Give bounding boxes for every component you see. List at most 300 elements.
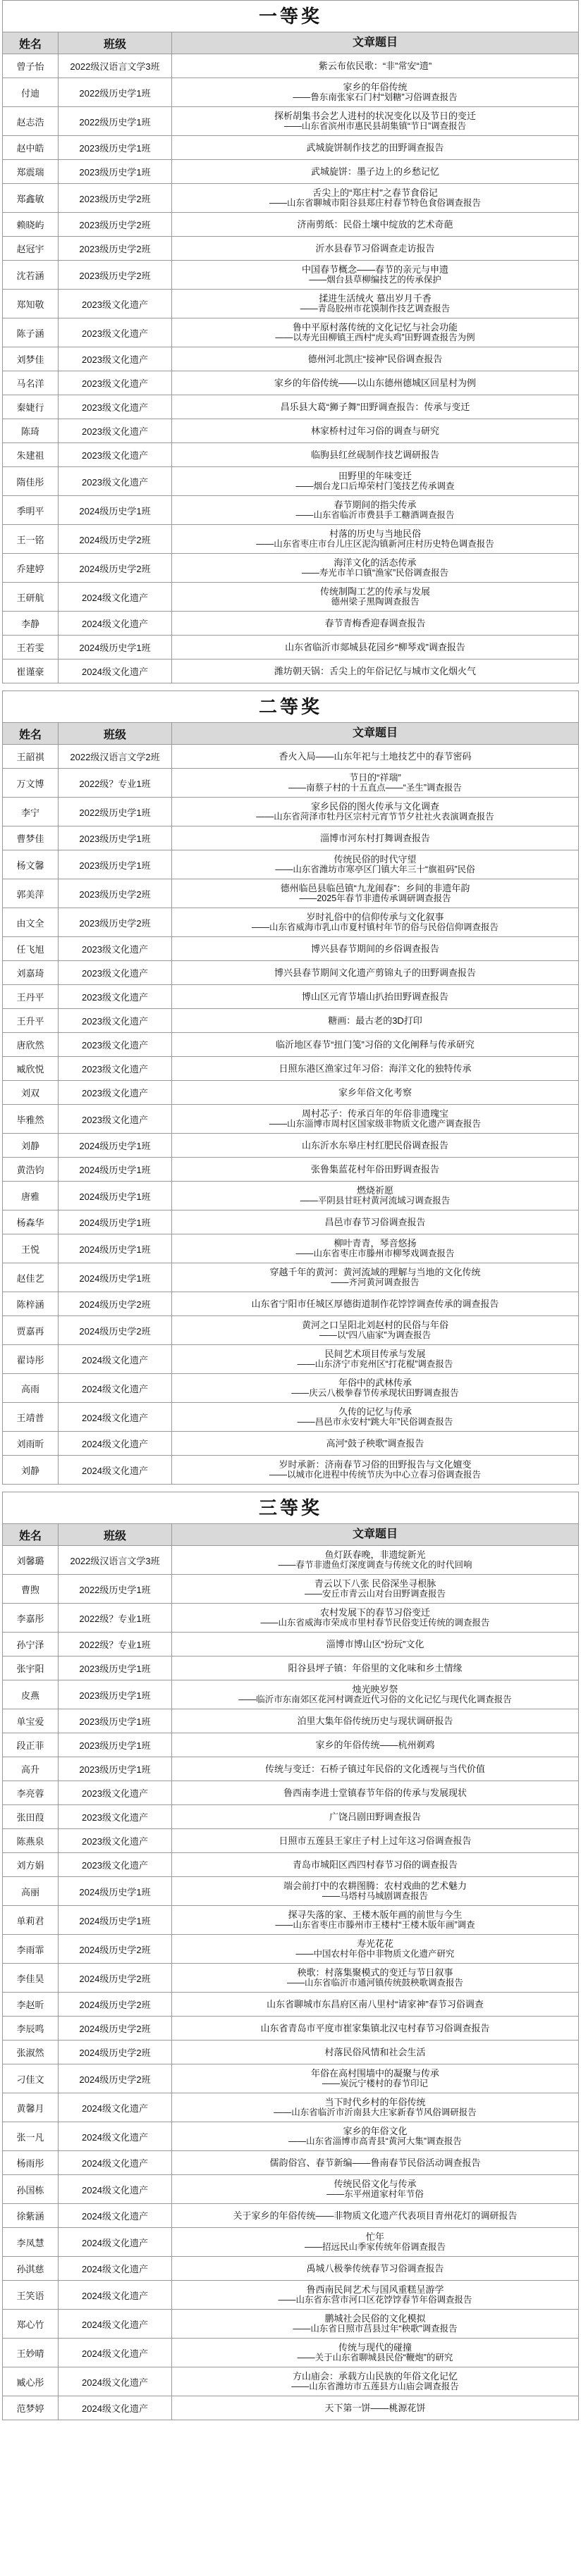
- article-title: [172, 1709, 578, 1733]
- student-name: 杨雨彤: [3, 2151, 59, 2174]
- student-name: 王悦: [3, 1234, 59, 1263]
- article-title-line: 鲁中平原村落传统的文化记忆与社会功能: [292, 322, 458, 333]
- table-row: [2, 1852, 579, 1876]
- student-class: 2022级汉语言文学2班: [59, 745, 172, 768]
- table-row: [2, 1680, 579, 1709]
- student-name: 翟诗彤: [3, 1345, 59, 1373]
- article-title: [172, 1432, 578, 1455]
- article-title-line: 广饶吕剧田野调查报告: [329, 1811, 421, 1822]
- article-title-line: 村落的历史与当地民俗: [329, 528, 421, 539]
- article-title: [172, 419, 578, 442]
- article-title-line: 昌邑市春节习俗调查报告: [324, 1216, 426, 1227]
- table-row: [2, 1056, 579, 1080]
- article-title: [172, 908, 578, 936]
- article-title-line: 揉进生活绒火 慕出岁月千香: [319, 293, 432, 304]
- student-class: 2024级历史学2班: [59, 525, 172, 553]
- student-class: 2024级历史学2班: [59, 1316, 172, 1344]
- table-row: [2, 2093, 579, 2122]
- article-title: [172, 1105, 578, 1133]
- student-class: 2023级文化遗产: [59, 290, 172, 318]
- article-title-line: 传统民俗的时代守望: [334, 854, 417, 865]
- header-title: 文章题目: [352, 727, 398, 739]
- table-row: [2, 1757, 579, 1781]
- article-title: [172, 769, 578, 797]
- student-class: 2023级历史学2班: [59, 261, 172, 289]
- student-name: 赵中皓: [3, 136, 59, 159]
- student-class: 2022级历史学1班: [59, 78, 172, 106]
- student-name: 秦婕行: [3, 395, 59, 419]
- header-title: 文章题目: [352, 37, 398, 49]
- header-class: 班级: [59, 723, 172, 744]
- table-row: [2, 2040, 579, 2064]
- article-title: [172, 961, 578, 984]
- student-class: 2023级历史学2班: [59, 184, 172, 212]
- student-name: 郑知敬: [3, 290, 59, 318]
- student-name: 李静: [3, 612, 59, 635]
- table-row: [2, 1373, 579, 1402]
- table-row: [2, 1574, 579, 1603]
- article-title-line: 柳叶青青，琴音悠扬: [334, 1238, 417, 1249]
- article-title-line: ——东平州道家村年节俗: [326, 2189, 424, 2199]
- student-name: 毕雅然: [3, 1105, 59, 1133]
- article-title: [172, 826, 578, 850]
- article-title: [172, 1134, 578, 1157]
- article-title: [172, 2151, 578, 2174]
- student-class: 2024级历史学2班: [59, 2064, 172, 2093]
- article-title-line: 燃烧祈愿: [356, 1185, 393, 1196]
- student-class: 2023级文化遗产: [59, 1781, 172, 1804]
- table-row: [2, 984, 579, 1008]
- student-class: 2024级文化遗产: [59, 583, 172, 611]
- article-title-line: ——山东省临沂市沂南县大庄家新春节风俗调研报告: [274, 2107, 477, 2117]
- article-title-line: 寿光花花: [356, 1938, 393, 1949]
- article-title-line: ——山东省枣庄市滕州市王楼村“王楼木版年画”调查: [275, 1920, 475, 1930]
- student-class: 2024级历史学2班: [59, 1993, 172, 2016]
- student-name: 唐欣然: [3, 1033, 59, 1056]
- table-row: [2, 1080, 579, 1104]
- article-title: [172, 879, 578, 908]
- table-row: [2, 1008, 579, 1032]
- student-class: 2023级文化遗产: [59, 961, 172, 984]
- student-name: 单宝爱: [3, 1709, 59, 1733]
- article-title-line: 武城旋饼：墨子边上的乡愁记忆: [310, 166, 439, 177]
- student-class: 2023级历史学1班: [59, 160, 172, 183]
- table-row: [2, 78, 579, 106]
- table-row: [2, 826, 579, 850]
- article-title-line: 家乡民俗的图火传承与文化调查: [310, 801, 439, 812]
- student-name: 臧心彤: [3, 2367, 59, 2396]
- article-title-line: 山东省青岛市平度市崔家集镇北汉屯村春节习俗调查报告: [260, 2022, 490, 2033]
- article-title-line: 青岛市城阳区西四村春节习俗的调查报告: [292, 1859, 458, 1870]
- student-name: 李辰鸣: [3, 2017, 59, 2040]
- student-name: 刘双: [3, 1081, 59, 1104]
- article-title-line: 岁时礼俗中的信仰传承与文化叙事: [306, 912, 444, 922]
- article-title-line: ——山东省潍坊市寒亭区门镇大年三十“旗祖码”民俗: [275, 865, 475, 874]
- student-class: 2023级文化遗产: [59, 347, 172, 371]
- article-title: [172, 1680, 578, 1709]
- header-class: 班级: [59, 1524, 172, 1545]
- article-title: [172, 443, 578, 466]
- table-row: [2, 371, 579, 395]
- table-row: [2, 289, 579, 318]
- article-title-line: ——鲁东南张家石门村“划糖”习俗调查报告: [293, 92, 458, 102]
- article-title-line: ——山东省枣庄市台儿庄区泥沟镇新河庄村历史特色调查报告: [256, 539, 494, 549]
- article-title: [172, 1781, 578, 1804]
- article-title-line: 沂水县春节习俗调查走访报告: [315, 242, 435, 254]
- student-class: 2024级文化遗产: [59, 2281, 172, 2309]
- student-name: 王妙晴: [3, 2339, 59, 2367]
- article-title-line: 临朐县红丝砚制作技艺调研报告: [310, 449, 439, 460]
- student-name: 王研航: [3, 583, 59, 611]
- article-title: [172, 1853, 578, 1876]
- article-title: [172, 371, 578, 395]
- article-title: [172, 184, 578, 212]
- student-class: 2023级文化遗产: [59, 467, 172, 495]
- article-title: [172, 1733, 578, 1757]
- article-title-line: 林家桥村过年习俗的调查与研究: [310, 425, 439, 436]
- student-name: 曾子怡: [3, 54, 59, 78]
- student-name: 单莉君: [3, 1906, 59, 1934]
- article-title-line: 泊里大集年俗传统历史与现状调研报告: [297, 1715, 453, 1726]
- article-title-line: 济南剪纸：民俗土壤中绽放的艺术奇葩: [297, 218, 453, 230]
- section-gap: [2, 683, 579, 691]
- article-title-line: 山东沂水东皋庄村红肥民俗调查报告: [301, 1139, 448, 1151]
- article-title: [172, 1210, 578, 1234]
- article-title-line: 天下第一饼——桃源花饼: [324, 2402, 426, 2413]
- student-name: 孙国栋: [3, 2175, 59, 2203]
- student-class: 2023级历史学1班: [59, 1709, 172, 1733]
- article-title: [172, 54, 578, 78]
- article-title-line: ——昌邑市永安村“跳大年”民俗调查报告: [297, 1417, 453, 1427]
- table-row: [2, 1828, 579, 1852]
- table-row: [2, 1292, 579, 1315]
- student-name: 李宁: [3, 798, 59, 826]
- article-title-line: ——山东省枣庄市滕州市柳琴戏调查报告: [295, 1249, 455, 1258]
- article-title: [172, 745, 578, 768]
- article-title: [172, 1964, 578, 1992]
- article-title: [172, 2281, 578, 2309]
- student-name: 黄馨月: [3, 2093, 59, 2122]
- article-title: [172, 1057, 578, 1080]
- table-row: [2, 395, 579, 419]
- table-row: [2, 2122, 579, 2150]
- table-row: [2, 2338, 579, 2367]
- article-title: [172, 1009, 578, 1032]
- table-row: [2, 1632, 579, 1656]
- article-title: [172, 554, 578, 582]
- table-row: [2, 260, 579, 289]
- article-title-line: 探析胡集书会艺人进村的状况变化以及节日的变迁: [274, 111, 476, 121]
- article-title-line: 日照东港区渔家过年习俗：海洋文化的独特传承: [279, 1063, 472, 1074]
- table-row: [2, 1032, 579, 1056]
- student-name: 李赵昕: [3, 1993, 59, 2016]
- table-header: [2, 32, 579, 54]
- article-title-line: 潍坊朝天锅：舌尖上的年俗记忆与城市文化烟火气: [274, 665, 476, 676]
- article-title-line: ——马塔村马城剧调查报告: [322, 1891, 428, 1901]
- student-name: 高丽: [3, 1877, 59, 1905]
- student-class: 2023级历史学2班: [59, 237, 172, 260]
- article-title: [172, 1604, 578, 1632]
- article-title-line: 传统与现代的碰撞: [338, 2342, 412, 2353]
- student-name: 王一铭: [3, 525, 59, 553]
- student-class: 2023级文化遗产: [59, 1057, 172, 1080]
- article-title-line: 舌尖上的“郑庄村”之春节食俗记: [312, 187, 438, 198]
- article-title-line: 春节期间的指尖传承: [334, 500, 417, 510]
- article-title-line: 昌乐县大葛“狮子舞”田野调查报告：传承与变迁: [280, 401, 470, 412]
- article-title-line: 鹏城社会民俗的文化模拟: [324, 2313, 426, 2324]
- student-name: 臧欣悦: [3, 1057, 59, 1080]
- table-row: [2, 1104, 579, 1133]
- article-title: [172, 2093, 578, 2122]
- article-title: [172, 798, 578, 826]
- student-class: 2024级文化遗产: [59, 1403, 172, 1431]
- table-row: [2, 1804, 579, 1828]
- article-title: [172, 1757, 578, 1781]
- student-name: 任飞旭: [3, 937, 59, 960]
- article-title: [172, 1403, 578, 1431]
- student-name: 李雨霏: [3, 1935, 59, 1963]
- article-title-line: ——山东淄博市周村区国家级非物质文化遗产调查报告: [269, 1119, 481, 1129]
- student-name: 杨文馨: [3, 850, 59, 879]
- student-name: 赵志浩: [3, 107, 59, 135]
- article-title-line: 高河“鼓子秧歌”调查报告: [326, 1437, 424, 1449]
- article-title: [172, 985, 578, 1008]
- student-class: 2024级历史学2班: [59, 1935, 172, 1963]
- article-title-line: 德州梁子黑陶调查报告: [331, 597, 420, 607]
- header-name: 姓名: [3, 32, 59, 54]
- table-row: [2, 318, 579, 347]
- article-title: [172, 1292, 578, 1315]
- article-title: [172, 1877, 578, 1905]
- award-section-title: 三等奖: [2, 1492, 579, 1523]
- table-row: [2, 768, 579, 797]
- table-row: [2, 1344, 579, 1373]
- table-row: [2, 347, 579, 371]
- article-title-line: ——春节非遗鱼灯深度调查与传统文化的时代回响: [278, 1560, 472, 1570]
- table-row: [2, 2256, 579, 2280]
- student-name: 孙宁泽: [3, 1633, 59, 1656]
- student-name: 范梦婷: [3, 2396, 59, 2420]
- article-title: [172, 1345, 578, 1373]
- article-title-line: ——烟台龙口后埠荣村门笺技艺传承调查: [295, 481, 455, 491]
- article-title: [172, 107, 578, 135]
- student-class: 2023级文化遗产: [59, 1829, 172, 1852]
- student-class: 2024级历史学1班: [59, 1158, 172, 1181]
- student-name: 李凤慧: [3, 2228, 59, 2256]
- student-name: 张一凡: [3, 2122, 59, 2150]
- article-title-line: 村落民俗风情和社会生活: [324, 2046, 426, 2057]
- table-row: [2, 1234, 579, 1263]
- table-row: [2, 582, 579, 611]
- table-row: [2, 106, 579, 135]
- student-name: 崔谨豪: [3, 660, 59, 683]
- article-title-line: 家乡年俗文化考察: [338, 1086, 412, 1098]
- article-title: [172, 1263, 578, 1292]
- student-name: 乔建婷: [3, 554, 59, 582]
- article-title-line: ——山东省潍坊市五莲县方山庙会调查报告: [291, 2382, 459, 2391]
- student-class: 2024级历史学1班: [59, 496, 172, 524]
- article-title: [172, 496, 578, 524]
- student-name: 曹煦: [3, 1575, 59, 1603]
- table-header: [2, 1523, 579, 1545]
- article-title-line: 周村芯子：传承百年的年俗非遗瑰宝: [301, 1108, 448, 1119]
- table-row: [2, 1603, 579, 1632]
- table-row: [2, 524, 579, 553]
- article-title-line: 博兴县春节期间文化遗产剪锦丸子的田野调查报告: [274, 967, 476, 978]
- article-title-line: 博山区元宵节墙山扒抬田野调查报告: [301, 991, 448, 1002]
- article-title: [172, 2257, 578, 2280]
- student-name: 黄浩钧: [3, 1158, 59, 1181]
- student-name: 马名洋: [3, 371, 59, 395]
- article-title-line: 禹城八极拳传统春节习俗调查报告: [306, 2262, 444, 2274]
- article-title-line: 淄博市博山区“扮玩”文化: [326, 1638, 424, 1649]
- award-section-title: 二等奖: [2, 691, 579, 722]
- table-row: [2, 850, 579, 879]
- table-row: [2, 1781, 579, 1804]
- student-class: 2024级文化遗产: [59, 660, 172, 683]
- student-class: 2024级历史学1班: [59, 1877, 172, 1905]
- article-title: [172, 1935, 578, 1963]
- student-name: 高雨: [3, 1374, 59, 1402]
- student-class: 2024级历史学2班: [59, 1964, 172, 1992]
- table-row: [2, 611, 579, 635]
- article-title: [172, 2396, 578, 2420]
- article-title-line: ——山东省威海市乳山市夏村镇村年节的俗与民俗信仰调查报告: [251, 922, 499, 932]
- article-title: [172, 1182, 578, 1210]
- article-title: [172, 78, 578, 106]
- student-class: 2022级？专业1班: [59, 1633, 172, 1656]
- student-class: 2022级？专业1班: [59, 769, 172, 797]
- award-section-title: 一等奖: [2, 0, 579, 32]
- article-title-line: 端会前打中的农耕图腾：农村戏曲的艺术魅力: [283, 1881, 467, 1891]
- student-name: 赖晓屿: [3, 213, 59, 236]
- article-title-line: 家乡的年俗文化: [343, 2126, 408, 2136]
- article-title-line: 穿越千年的黄河：黄河流域的理解与当地的文化传统: [269, 1267, 481, 1277]
- student-name: 张淑然: [3, 2041, 59, 2064]
- student-name: 季明平: [3, 496, 59, 524]
- table-row: [2, 2309, 579, 2338]
- student-class: 2024级历史学2班: [59, 554, 172, 582]
- article-title-line: ——山东省威海市荣成市里村春节民俗变迁传统的调查报告: [260, 1618, 490, 1628]
- article-title-line: ——庆云八极拳春节传承现状田野调查报告: [291, 1388, 459, 1398]
- article-title: [172, 2064, 578, 2093]
- table-row: [2, 553, 579, 582]
- article-title-line: 家乡的年俗传统——杭州剃鸡: [315, 1739, 435, 1750]
- student-name: 陈燕泉: [3, 1829, 59, 1852]
- article-title-line: ——临沂市东南郊区花河村调查近代习俗的文化记忆与现代化调查报告: [238, 1695, 512, 1704]
- table-row: [2, 1876, 579, 1905]
- article-title: [172, 612, 578, 635]
- student-class: 2024级文化遗产: [59, 1456, 172, 1484]
- article-title-line: 传统制陶工艺的传承与发展: [319, 586, 430, 597]
- student-name: 赵佳艺: [3, 1263, 59, 1292]
- table-row: [2, 419, 579, 442]
- article-title: [172, 636, 578, 659]
- article-title-line: 德州临邑县临邑镇“九龙闹春”：乡间的非遗年韵: [280, 883, 470, 893]
- student-class: 2023级历史学1班: [59, 1733, 172, 1757]
- student-name: 李嘉彤: [3, 1604, 59, 1632]
- table-row: [2, 1963, 579, 1992]
- article-title-line: ——安丘市青云山对台田野调查报告: [304, 1589, 446, 1599]
- table-row: [2, 1905, 579, 1934]
- student-class: 2023级文化遗产: [59, 419, 172, 442]
- student-class: 2024级文化遗产: [59, 2175, 172, 2203]
- article-title-line: 民间艺术项目传承与发展: [324, 1349, 426, 1359]
- article-title: [172, 2339, 578, 2367]
- table-row: [2, 236, 579, 260]
- student-class: 2024级文化遗产: [59, 2151, 172, 2174]
- article-title-line: 传统民俗文化与传承: [334, 2179, 417, 2189]
- article-title-line: 久传的记忆与传承: [338, 1406, 412, 1417]
- student-class: 2024级历史学1班: [59, 636, 172, 659]
- student-class: 2024级历史学2班: [59, 2017, 172, 2040]
- student-name: 陈梓涵: [3, 1292, 59, 1315]
- student-class: 2023级文化遗产: [59, 318, 172, 347]
- article-title: [172, 2310, 578, 2338]
- student-class: 2023级文化遗产: [59, 371, 172, 395]
- student-class: 2024级文化遗产: [59, 612, 172, 635]
- student-class: 2022级？专业1班: [59, 1604, 172, 1632]
- student-class: 2023级历史学1班: [59, 1657, 172, 1680]
- table-row: [2, 1210, 579, 1234]
- student-name: 徐紫涵: [3, 2204, 59, 2227]
- student-name: 沈若涵: [3, 261, 59, 289]
- article-title-line: ——以“四八庙家”为调查报告: [319, 1330, 432, 1340]
- student-name: 刘梦佳: [3, 347, 59, 371]
- article-title: [172, 1906, 578, 1934]
- article-title: [172, 583, 578, 611]
- table-row: [2, 442, 579, 466]
- article-title: [172, 1456, 578, 1484]
- article-title-line: 传统与变迁：石桥子镇过年民俗的文化透视与当代价值: [264, 1763, 485, 1774]
- student-name: 由文全: [3, 908, 59, 936]
- article-title-line: 阳谷县坪子镇：年俗里的文化味和乡土情缘: [288, 1662, 463, 1673]
- article-title-line: ——山东省临沂市通河镇传统鼓秧歌调查报告: [286, 1978, 463, 1988]
- student-name: 曹梦佳: [3, 826, 59, 850]
- article-title-line: 忙年: [365, 2231, 384, 2242]
- student-name: 郑心竹: [3, 2310, 59, 2338]
- article-title-line: ——招远民山季家传统年俗调查报告: [304, 2242, 446, 2252]
- student-name: 郑鑫敏: [3, 184, 59, 212]
- article-title-line: 鲁西南李进士堂镇春节年俗的传承与发展现状: [283, 1787, 467, 1798]
- student-name: 刘雨昕: [3, 1432, 59, 1455]
- student-class: 2023级历史学2班: [59, 213, 172, 236]
- student-class: 2022级历史学1班: [59, 107, 172, 135]
- article-title: [172, 2228, 578, 2256]
- article-title-line: 山东省聊城市东昌府区南八里村“请家神”春节习俗调查: [267, 1998, 484, 2010]
- article-title: [172, 2017, 578, 2040]
- table-row: [2, 54, 579, 78]
- article-title-line: 春节青梅香迎春调查报告: [324, 617, 426, 628]
- article-title-line: 关于家乡的年俗传统——非物质文化遗产代表项目青州花灯的调研报告: [233, 2210, 518, 2221]
- student-class: 2023级文化遗产: [59, 985, 172, 1008]
- student-name: 陈子涵: [3, 318, 59, 347]
- article-title-line: 中国春节概念——春节的亲元与申遗: [301, 264, 448, 275]
- student-class: 2023级历史学1班: [59, 826, 172, 850]
- student-class: 2023级文化遗产: [59, 1805, 172, 1828]
- article-title: [172, 1234, 578, 1263]
- student-class: 2024级历史学1班: [59, 1906, 172, 1934]
- student-class: 2024级文化遗产: [59, 1345, 172, 1373]
- student-name: 王靖普: [3, 1403, 59, 1431]
- student-name: 张宇阳: [3, 1657, 59, 1680]
- article-title-line: ——青岛胶州市花馍制作技艺调查报告: [300, 304, 451, 314]
- student-class: 2023级历史学1班: [59, 1680, 172, 1709]
- article-title: [172, 213, 578, 236]
- article-title-line: 临沂地区春节“扭门笺”习俗的文化阐释与传承研究: [276, 1039, 475, 1050]
- article-title-line: 糖画：最古老的3D打印: [328, 1015, 422, 1026]
- article-title-line: ——齐河黄河调查报告: [331, 1277, 420, 1287]
